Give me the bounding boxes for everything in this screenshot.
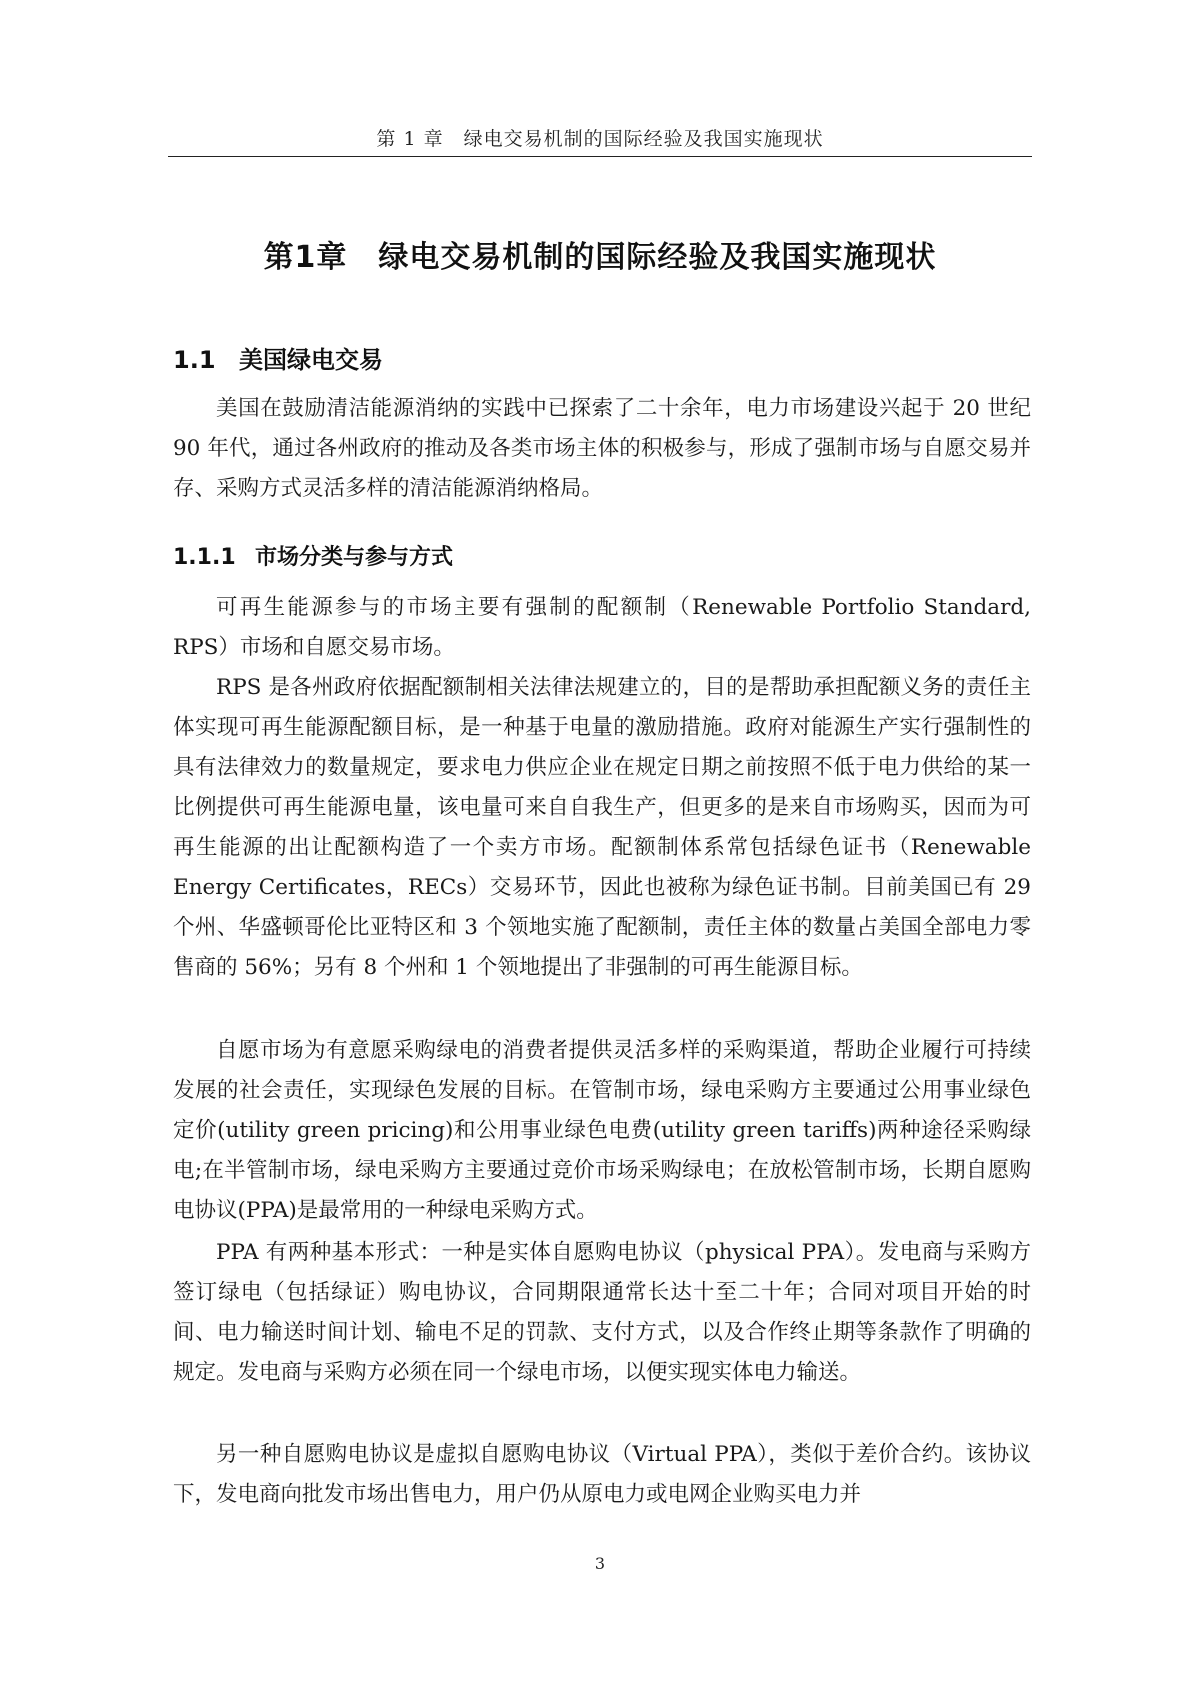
section-number: 1.1 — [173, 346, 216, 374]
page-number: 3 — [594, 1554, 606, 1573]
paragraph: 可再生能源参与的市场主要有强制的配额制（Renewable Portfolio Standard, RPS）市场和自愿交易市场。 — [173, 595, 1031, 660]
chapter-title: 第1章 绿电交易机制的国际经验及我国实施现状 — [263, 240, 937, 275]
section-heading — [173, 340, 383, 375]
paragraph: RPS 是各州政府依据配额制相关法律法规建立的，目的是帮助承担配额义务的责任主体实现可再生能源配额目标，是一种基于电量的激励措施。政府对能源生产实行强制性的具有法律效力的数量规定，要求电力供应企业在规定日期之前按照不低于电力供给的某一比例提供可再生能源电量，该电量可来自自我生产，但更多的是来自市场购买，因而为可再生能源的出让配额构造了一个卖方市场。配额制体系常包括绿色证书（Renewable Energy Certificates，RECs）交易环节，因此也被称为绿色证书制。目前美国已有 29 个州、华盛顿哥伦比亚特区和 3 个领地实施了配额制，责任主体的数量占美国全部电力零售商的 56%；另有 8 个州和 1 个领地提出了非强制的可再生能源目标。 — [173, 675, 1031, 980]
paragraph: 美国在鼓励清洁能源消纳的实践中已探索了二十余年，电力市场建设兴起于 20 世纪 90 年代，通过各州政府的推动及各类市场主体的积极参与，形成了强制市场与自愿交易并存、采购方式灵活多样的清洁能源消纳格局。 — [173, 396, 1031, 501]
subsection-title: 市场分类与参与方式 — [255, 545, 454, 570]
section-title: 美国绿电交易 — [239, 346, 383, 374]
header-rule — [168, 156, 1032, 157]
subsection-heading — [173, 540, 453, 571]
subsection-number: 1.1.1 — [173, 545, 236, 570]
paragraph: 自愿市场为有意愿采购绿电的消费者提供灵活多样的采购渠道，帮助企业履行可持续发展的社会责任，实现绿色发展的目标。在管制市场，绿电采购方主要通过公用事业绿色定价(utility green pricing)和公用事业绿色电费(utility green tariffs)两种途径采购绿电;在半管制市场，绿电采购方主要通过竞价市场采购绿电；在放松管制市场，长期自愿购电协议(PPA)是最常用的一种绿电采购方式。 — [173, 1038, 1031, 1223]
running-header: 第 1 章 绿电交易机制的国际经验及我国实施现状 — [376, 128, 824, 150]
paragraph: PPA 有两种基本形式：一种是实体自愿购电协议（physical PPA）。发电商与采购方签订绿电（包括绿证）购电协议，合同期限通常长达十至二十年；合同对项目开始的时间、电力输送时间计划、输电不足的罚款、支付方式，以及合作终止期等条款作了明确的规定。发电商与采购方必须在同一个绿电市场，以便实现实体电力输送。 — [173, 1240, 1031, 1385]
paragraph: 另一种自愿购电协议是虚拟自愿购电协议（Virtual PPA），类似于差价合约。该协议下，发电商向批发市场出售电力，用户仍从原电力或电网企业购买电力并 — [173, 1442, 1031, 1507]
